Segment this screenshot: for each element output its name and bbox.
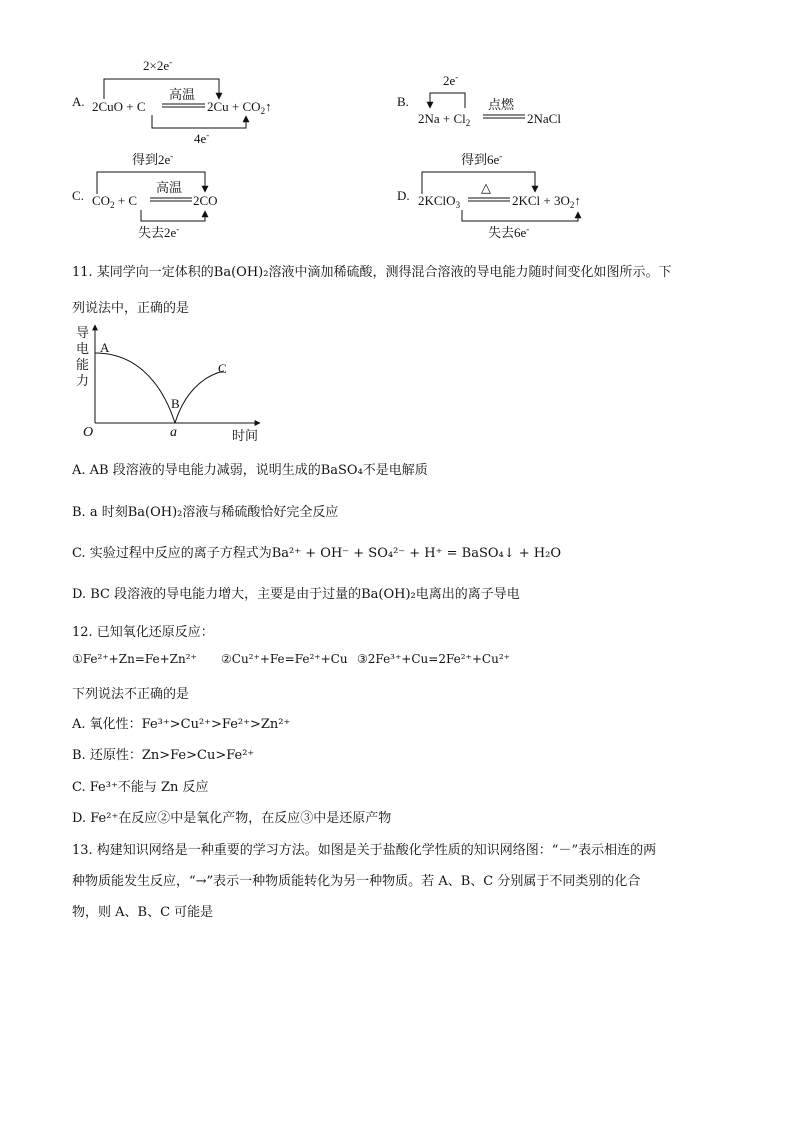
q13-line-3: 物，则 A、B、C 可能是 <box>72 905 214 920</box>
q11-stem-line2: 列说法中，正确的是 <box>72 301 190 316</box>
q12-option-c[interactable]: C. Fe³⁺不能与 Zn 反应 <box>72 780 209 795</box>
q12-reaction-3: ③2Fe³⁺+Cu=2Fe²⁺+Cu²⁺ <box>357 652 510 666</box>
point-c-label: C <box>218 361 227 376</box>
q11-option-c[interactable]: C. 实验过程中反应的离子方程式为Ba²⁺ + OH⁻ + SO₄²⁻ + H⁺ = BaSO₄↓ + H₂O <box>72 546 561 561</box>
option-c-bottom-electrons: 失去2e- <box>138 224 180 240</box>
x-mark-a: a <box>170 425 177 440</box>
option-a-condition: 高温 <box>169 87 196 102</box>
option-b-top-electrons: 2e- <box>443 72 459 88</box>
option-d-bottom-electrons: 失去6e- <box>488 224 530 240</box>
q12-question: 下列说法不正确的是 <box>72 687 190 702</box>
option-d-rhs: $2KCl + 3O_2↑$ <box>512 193 581 210</box>
option-b-letter: B. <box>397 94 409 109</box>
point-a-label: A <box>100 340 110 355</box>
option-c-condition: 高温 <box>156 180 183 195</box>
point-b-label: B <box>171 396 180 411</box>
option-c-top-electrons: 得到2e- <box>132 151 174 167</box>
option-b-lhs: $2Na + Cl_2$ <box>418 111 471 128</box>
option-a-rhs: $2Cu + CO_2↑$ <box>207 99 272 116</box>
option-c-top-arrow <box>97 172 205 194</box>
option-d-top-electrons: 得到6e- <box>461 151 503 167</box>
conductivity-graph <box>72 322 272 447</box>
option-b-condition: 点燃 <box>488 97 515 112</box>
q11-stem-line1: 11. 某同学向一定体积的Ba(OH)₂溶液中滴加稀硫酸，测得混合溶液的导电能力随时间变化如图所示。下 <box>72 265 672 280</box>
option-c-rhs: 2CO <box>193 193 218 208</box>
option-a-top-electrons: 2×2e- <box>143 57 173 73</box>
q13-line-2: 种物质能发生反应，“→”表示一种物质能转化为另一种物质。若 A、B、C 分别属于不同类别的化合 <box>72 874 641 889</box>
option-d-condition: △ <box>481 180 491 195</box>
x-axis-label: 时间 <box>232 428 259 443</box>
q10-option-c[interactable] <box>72 151 218 240</box>
option-c-lhs: $CO_2 + C$ <box>92 193 138 210</box>
q10-option-a[interactable] <box>72 57 272 146</box>
option-b-rhs: 2NaCl <box>527 111 561 126</box>
option-a-letter: A. <box>72 94 85 109</box>
q12-option-a[interactable]: A. 氧化性：Fe³⁺>Cu²⁺>Fe²⁺>Zn²⁺ <box>72 717 291 732</box>
option-b-top-arrow <box>430 93 465 108</box>
option-c-letter: C. <box>72 188 84 203</box>
option-d-letter: D. <box>397 188 410 203</box>
option-d-top-arrow <box>422 172 535 194</box>
curve-bc <box>175 371 224 423</box>
option-d-bottom-arrow <box>462 210 578 221</box>
y-axis-label-1: 导 <box>76 325 90 340</box>
q12-option-b[interactable]: B. 还原性：Zn>Fe>Cu>Fe²⁺ <box>72 748 255 763</box>
option-a-top-arrow <box>104 79 219 99</box>
option-a-lhs: 2CuO + C <box>92 99 146 114</box>
q11-option-b[interactable]: B. a 时刻Ba(OH)₂溶液与稀硫酸恰好完全反应 <box>72 505 339 520</box>
q12-stem: 12. 已知氧化还原反应： <box>72 625 214 640</box>
curve-ab <box>95 353 175 423</box>
q12-reaction-1: ①Fe²⁺+Zn=Fe+Zn²⁺ <box>72 652 197 666</box>
q10-option-diagrams <box>0 0 794 250</box>
option-d-lhs: 2KClO$_3$ <box>418 193 461 210</box>
q12-reaction-2: ②Cu²⁺+Fe=Fe²⁺+Cu <box>221 652 348 666</box>
y-axis-label-3: 能 <box>76 357 90 372</box>
y-axis-label-4: 力 <box>76 373 90 388</box>
option-c-bottom-arrow <box>141 210 205 221</box>
option-a-bottom-electrons: 4e- <box>194 130 210 146</box>
q10-option-b[interactable] <box>397 72 561 128</box>
q12-option-d[interactable]: D. Fe²⁺在反应②中是氧化产物，在反应③中是还原产物 <box>72 811 392 826</box>
origin-label: O <box>83 425 94 440</box>
q10-option-d[interactable] <box>397 151 581 240</box>
q11-option-a[interactable]: A. AB 段溶液的导电能力减弱，说明生成的BaSO₄不是电解质 <box>72 463 428 478</box>
option-a-bottom-arrow <box>152 115 246 128</box>
y-axis-label-2: 电 <box>76 341 90 356</box>
q11-option-d[interactable]: D. BC 段溶液的导电能力增大，主要是由于过量的Ba(OH)₂电离出的离子导电 <box>72 587 520 602</box>
q13-line-1: 13. 构建知识网络是一种重要的学习方法。如图是关于盐酸化学性质的知识网络图：“－”表示相连的两 <box>72 843 657 858</box>
